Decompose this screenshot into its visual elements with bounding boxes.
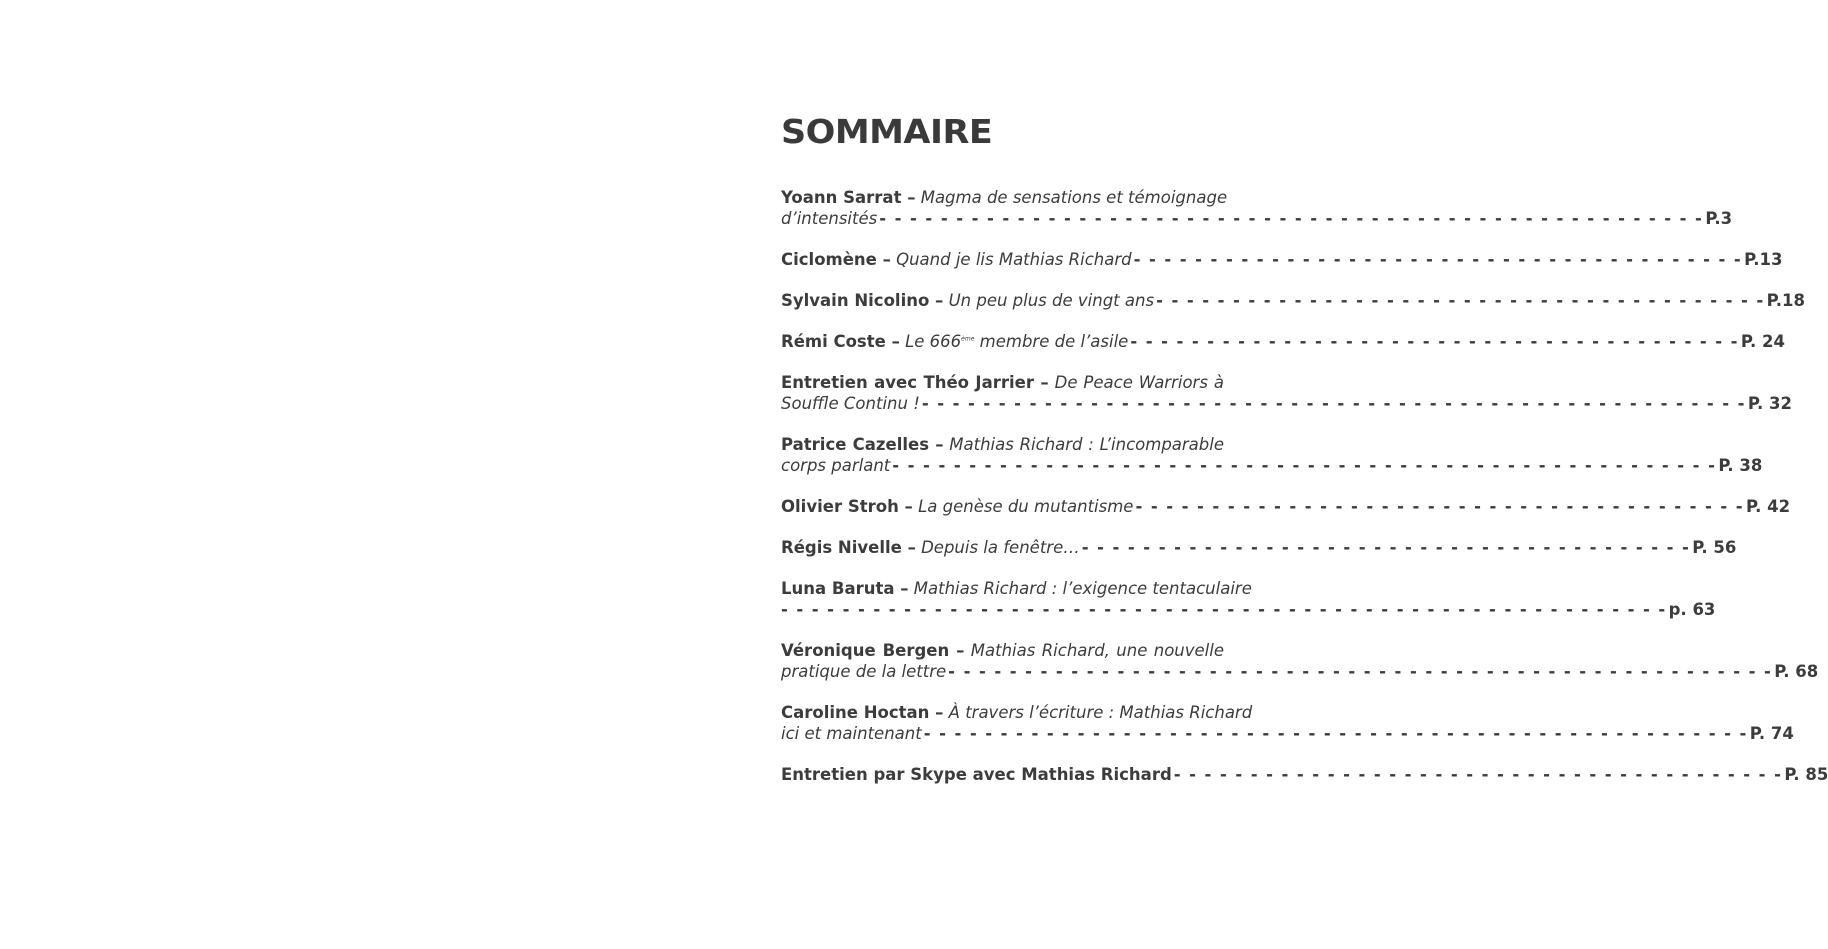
toc-entry-line: [781, 290, 1805, 311]
toc-entry-line2: [781, 661, 1819, 682]
toc-page-number: P. 42: [1746, 497, 1791, 516]
toc-entry[interactable]: [781, 764, 1828, 785]
dot-leader: - - - - - - - - - - - - - - - - - - - - - - - - - - - - - - - - - - - - - - - -: [1130, 332, 1739, 351]
toc-author: Véronique Bergen –: [781, 641, 965, 660]
toc-entry-line: [781, 764, 1828, 785]
toc-entry[interactable]: [781, 496, 1791, 517]
toc-page-number: P. 38: [1718, 456, 1763, 475]
toc-entry-line: [781, 537, 1737, 558]
toc-entry[interactable]: [781, 640, 1819, 682]
toc-entry[interactable]: [781, 187, 1733, 229]
toc-work-cont: ici et maintenant: [781, 724, 922, 743]
toc-entry-line: [781, 249, 1783, 270]
toc-entry-line1: [781, 434, 1224, 455]
toc-work: Un peu plus de vingt ans: [948, 291, 1155, 310]
toc-work: La genèse du mutantisme: [918, 497, 1134, 516]
toc-page-number: P.13: [1744, 250, 1783, 269]
dot-leader: - - - - - - - - - - - - - - - - - - - - - - - - - - - - - - - - - - - - - - - -: [1133, 250, 1743, 269]
toc-page-number: p. 63: [1668, 600, 1716, 619]
toc-work-cont: d’intensités: [781, 209, 878, 228]
toc-entry-line2: [781, 455, 1763, 476]
toc-page-number: P. 85: [1784, 765, 1828, 784]
toc-entry[interactable]: [781, 372, 1792, 414]
right-page: [781, 112, 1828, 784]
toc-author: Sylvain Nicolino –: [781, 291, 944, 310]
dot-leader: - - - - - - - - - - - - - - - - - - - - - - - - - - - - - - - - - - - - - - - - - - - - - - - - - - - - - -: [879, 209, 1704, 228]
toc-entry-line2: [781, 599, 1716, 620]
table-of-contents: [781, 187, 1828, 805]
toc-author: Entretien par Skype avec Mathias Richard: [781, 765, 1172, 784]
toc-page-number: P. 24: [1740, 332, 1785, 351]
toc-author: Olivier Stroh –: [781, 497, 913, 516]
toc-entry[interactable]: [781, 578, 1716, 620]
toc-author: Rémi Coste –: [781, 332, 900, 351]
page-title: SOMMAIRE: [781, 112, 993, 151]
toc-work-part: membre de l’asile: [974, 332, 1129, 351]
toc-page-number: P.3: [1705, 209, 1733, 228]
toc-author: Luna Baruta –: [781, 579, 909, 598]
dot-leader: - - - - - - - - - - - - - - - - - - - - - - - - - - - - - - - - - - - - - - - - - - - - - - - - - - - - - -: [948, 662, 1773, 681]
toc-entry-line2: [781, 393, 1792, 414]
toc-work-cont: Souffle Continu !: [781, 394, 920, 413]
toc-entry-line: [781, 496, 1791, 517]
toc-entry-line1: [781, 187, 1228, 208]
toc-author: Entretien avec Théo Jarrier –: [781, 373, 1049, 392]
toc-entry-line2: [781, 208, 1733, 229]
toc-entry[interactable]: [781, 331, 1785, 352]
toc-author: Patrice Cazelles –: [781, 435, 944, 454]
toc-author: Caroline Hoctan –: [781, 703, 944, 722]
toc-work: Mathias Richard : l’exigence tentaculaire: [913, 579, 1252, 598]
dot-leader: - - - - - - - - - - - - - - - - - - - - - - - - - - - - - - - - - - - - - - - - - - - - - - - - - - - - - -: [892, 456, 1717, 475]
toc-work: [905, 331, 1128, 352]
toc-page-number: P. 32: [1747, 394, 1792, 413]
toc-work: Depuis la fenêtre…: [921, 538, 1080, 557]
toc-author: Régis Nivelle –: [781, 538, 916, 557]
toc-work-cont: pratique de la lettre: [781, 662, 947, 681]
toc-work: Mathias Richard : L’incomparable: [949, 435, 1225, 454]
toc-work-cont: corps parlant: [781, 456, 891, 475]
toc-page-number: P. 56: [1692, 538, 1737, 557]
toc-entry-line1: [781, 702, 1253, 723]
toc-page-number: P. 68: [1774, 662, 1819, 681]
toc-author: Yoann Sarrat –: [781, 188, 916, 207]
toc-entry-line2: [781, 723, 1794, 744]
toc-entry[interactable]: [781, 434, 1763, 476]
dot-leader: - - - - - - - - - - - - - - - - - - - - - - - - - - - - - - - - - - - - - - - - - - - - - - - - - - - - - -: [921, 394, 1746, 413]
toc-entry-line1: [781, 640, 1224, 661]
toc-page-number: P. 74: [1749, 724, 1794, 743]
toc-entry[interactable]: [781, 537, 1737, 558]
dot-leader: - - - - - - - - - - - - - - - - - - - - - - - - - - - - - - - - - - - - - - - -: [1135, 497, 1745, 516]
toc-entry[interactable]: [781, 249, 1783, 270]
toc-work: À travers l’écriture : Mathias Richard: [948, 703, 1253, 722]
dot-leader: - - - - - - - - - - - - - - - - - - - - - - - - - - - - - - - - - - - - - - - - - - - - - - - - - - - - - -: [923, 724, 1748, 743]
toc-entry-line1: [781, 372, 1224, 393]
toc-entry[interactable]: [781, 702, 1794, 744]
toc-entry-line1: [781, 578, 1252, 599]
ordinal-suffix: ème: [961, 335, 975, 343]
dot-leader: - - - - - - - - - - - - - - - - - - - - - - - - - - - - - - - - - - - - - - - - - - - - - - - - - - - - - - - - - -: [781, 600, 1667, 619]
toc-work: De Peace Warriors à: [1054, 373, 1224, 392]
toc-work: Quand je lis Mathias Richard: [896, 250, 1132, 269]
toc-entry[interactable]: [781, 290, 1805, 311]
dot-leader: - - - - - - - - - - - - - - - - - - - - - - - - - - - - - - - - - - - - - - - -: [1156, 291, 1765, 310]
toc-author: Ciclomène –: [781, 250, 891, 269]
toc-entry-line: [781, 331, 1785, 352]
dot-leader: - - - - - - - - - - - - - - - - - - - - - - - - - - - - - - - - - - - - - - - -: [1081, 538, 1691, 557]
toc-work: Magma de sensations et témoignage: [920, 188, 1228, 207]
toc-page-number: P.18: [1766, 291, 1805, 310]
dot-leader: - - - - - - - - - - - - - - - - - - - - - - - - - - - - - - - - - - - - - - - -: [1173, 765, 1783, 784]
toc-work-part: Le 666: [905, 332, 962, 351]
toc-work: Mathias Richard, une nouvelle: [970, 641, 1224, 660]
